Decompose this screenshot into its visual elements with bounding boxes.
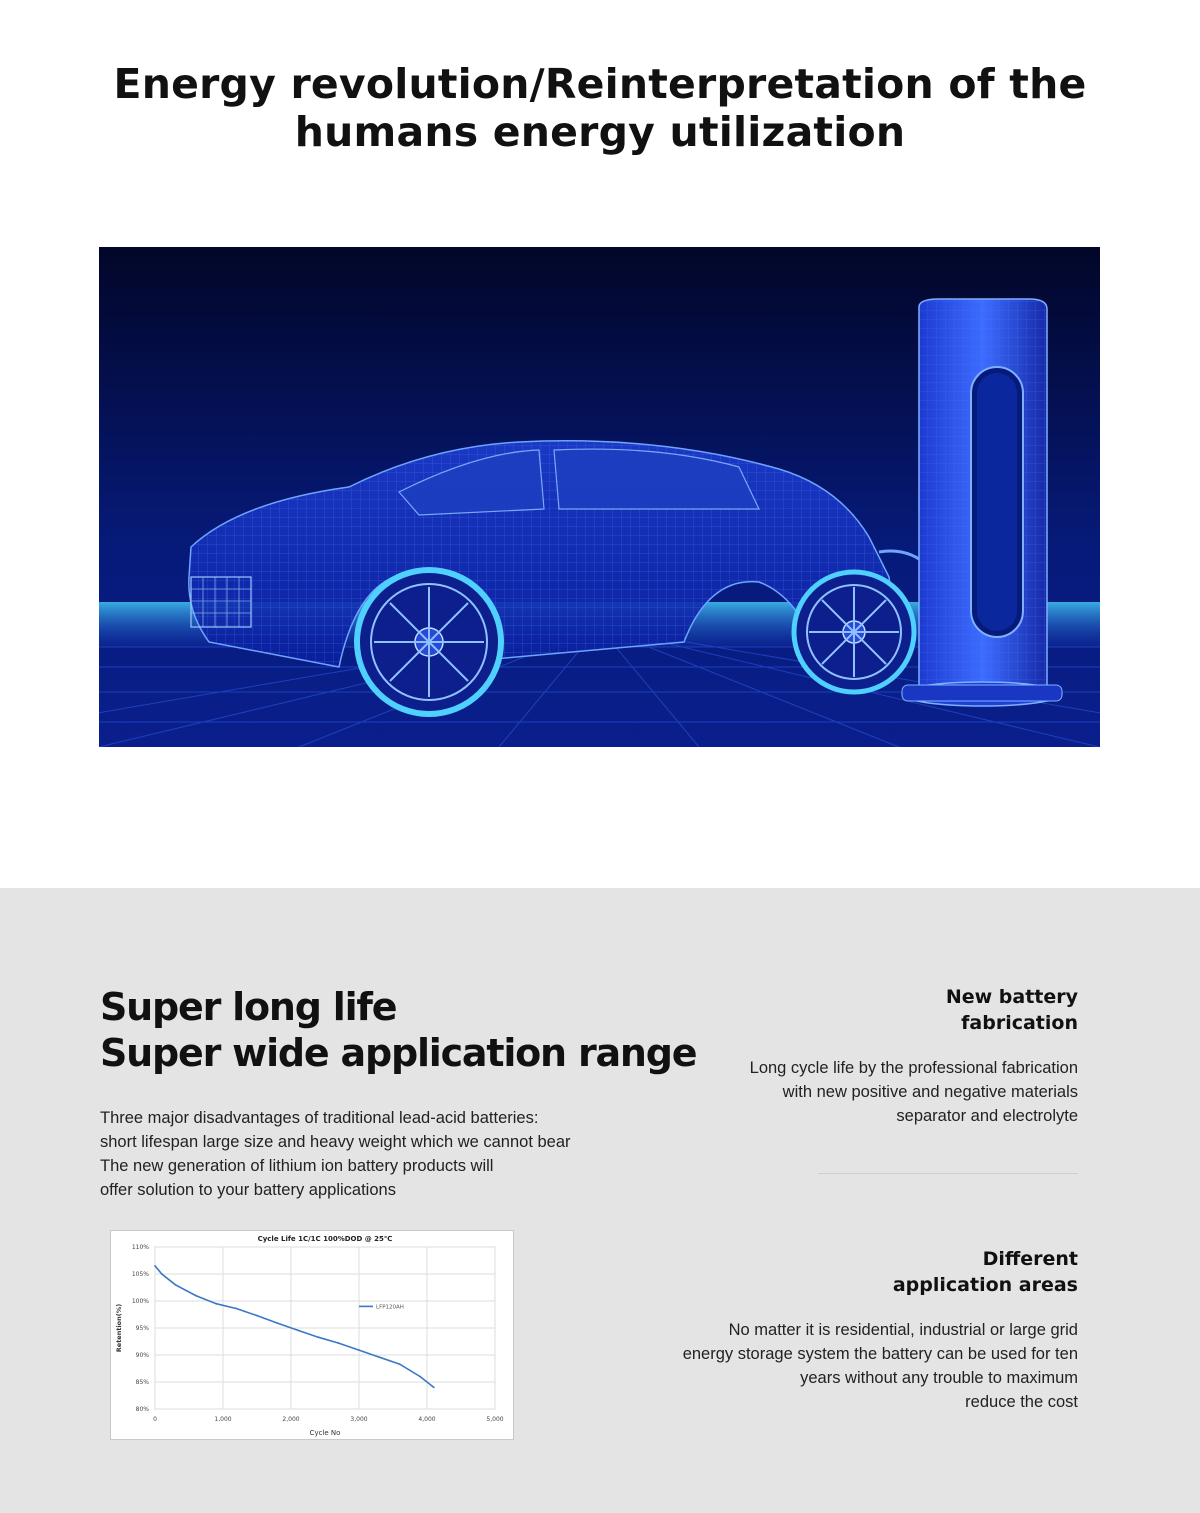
chart-y-tick-label: 95% [135,1325,149,1332]
chart-data-point [419,1376,421,1378]
feature-text-line: Long cycle life by the professional fabrication [749,1059,1078,1077]
chart-data-point [161,1273,163,1275]
chart-data-point [297,1329,299,1331]
chart-data-point [379,1356,381,1358]
feature-title [678,984,1078,1036]
chart-y-tick-label: 110% [131,1244,149,1251]
chart-legend-label: LFP120AH [376,1304,404,1311]
section-title-line-2: Super wide application range [100,1031,697,1075]
chart-data-point [317,1336,319,1338]
chart-y-tick-label: 105% [131,1271,149,1278]
features-section [0,888,1200,1513]
chart-data-point [433,1387,435,1389]
feature-text-line: energy storage system the battery can be used for ten [682,1345,1078,1363]
chart-data-point [154,1265,156,1267]
chart-x-tick-label: 3,000 [350,1416,368,1423]
page-title-line-2: humans energy utilization [294,108,906,156]
feature-text-line: reduce the cost [965,1393,1078,1411]
feature-text-line: with new positive and negative materials [782,1083,1078,1101]
intro-line: The new generation of lithium ion battery products will [100,1157,494,1175]
chart-y-axis-label: Retention(%) [115,1303,123,1353]
chart-x-tick-label: 5,000 [486,1416,504,1423]
chart-y-tick-label: 100% [131,1298,149,1305]
chart-data-point [358,1349,360,1351]
feature-text-line: years without any trouble to maximum [800,1369,1078,1387]
chart-data-point [277,1322,279,1324]
chart-title: Cycle Life 1C/1C 100%DOD @ 25℃ [257,1235,393,1243]
intro-line: offer solution to your battery applications [100,1181,396,1199]
chart-y-tick-label: 85% [135,1379,149,1386]
chart-x-tick-label: 0 [153,1416,157,1423]
feature-different-application-areas [608,1246,1078,1414]
chart-data-point [236,1308,238,1310]
intro-line: Three major disadvantages of traditional lead-acid batteries: [100,1109,539,1127]
feature-title-line: Different [982,1248,1078,1270]
intro-text [100,1106,640,1202]
chart-y-tick-label: 80% [135,1406,149,1413]
chart-data-point [195,1295,197,1297]
section-title-line-1: Super long life [100,985,397,1029]
chart-data-point [256,1315,258,1317]
chart-x-axis-label: Cycle No [309,1429,341,1437]
divider [818,1173,1078,1174]
feature-new-battery-fabrication [678,984,1078,1128]
feature-title [608,1246,1078,1298]
chart-data-point [175,1284,177,1286]
cycle-life-chart [110,1230,514,1440]
chart-data-point [215,1303,217,1305]
feature-description [678,1056,1078,1128]
chart-x-tick-label: 4,000 [418,1416,436,1423]
page-title-line-1: Energy revolution/Reinterpretation of the [113,60,1087,108]
chart-x-tick-label: 2,000 [282,1416,300,1423]
chart-x-tick-label: 1,000 [214,1416,232,1423]
hero-image [99,247,1100,747]
chart-data-point [399,1363,401,1365]
ev-charging-wireframe-image [99,247,1100,747]
intro-line: short lifespan large size and heavy weight which we cannot bear [100,1133,571,1151]
feature-title-line: New battery [945,986,1078,1008]
feature-description [608,1318,1078,1414]
chart-data-point [338,1342,340,1344]
feature-text-line: No matter it is residential, industrial or large grid [728,1321,1078,1339]
page-title [100,60,1100,156]
feature-title-line: application areas [892,1274,1078,1296]
feature-title-line: fabrication [961,1012,1078,1034]
chart-y-tick-label: 90% [135,1352,149,1359]
section-title [100,984,696,1076]
cycle-life-chart-svg [111,1231,513,1439]
feature-text-line: separator and electrolyte [896,1107,1078,1125]
